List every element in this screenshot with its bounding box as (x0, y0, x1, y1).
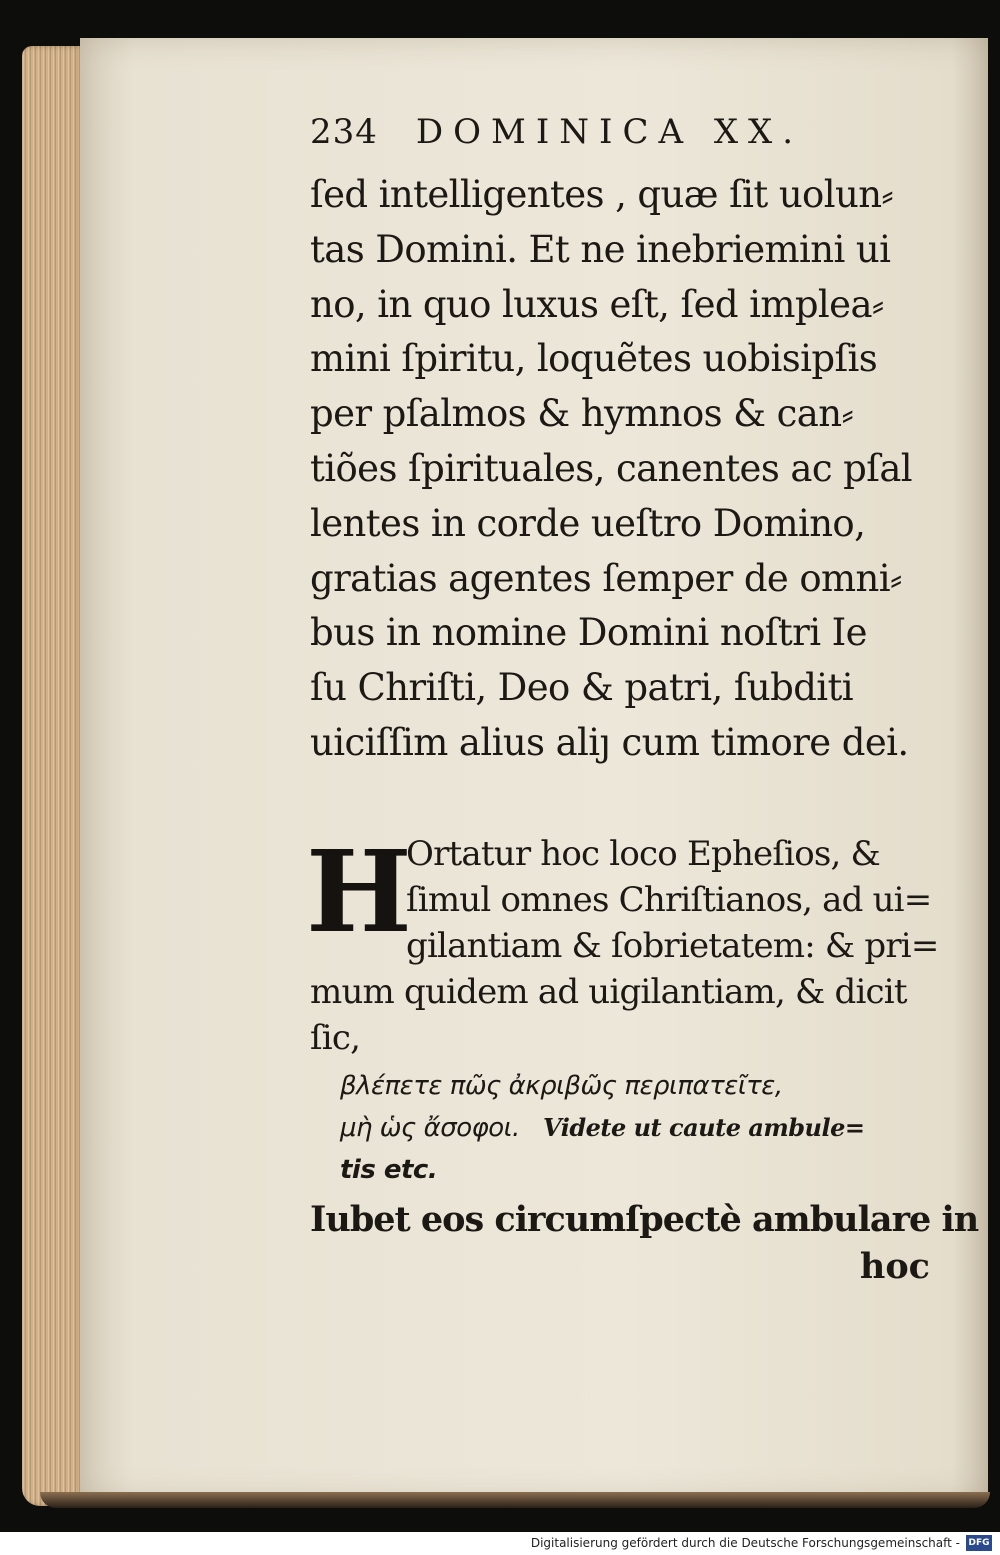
greek-phrase: μὴ ὡς ἄσοφοι. (340, 1112, 520, 1143)
scripture-line: uiciſſim alius aliȷ cum timore dei. (310, 720, 909, 764)
commentary-line: mum quidem ad uigilantiam, & dicit (310, 971, 907, 1012)
commentary-line: ſic, (310, 1017, 361, 1058)
scripture-line: per pſalmos & hymnos & can⸗ (310, 392, 854, 436)
scripture-line: lentes in corde ueſtro Domino, (310, 501, 866, 545)
scripture-line: ſu Chriſti, Deo & patri, ſubditi (310, 666, 854, 710)
scripture-line: tas Domini. Et ne inebriemini ui (310, 227, 891, 271)
greek-line (340, 1107, 940, 1149)
scripture-line: no, in quo luxus eſt, ſed implea⸗ (310, 282, 884, 326)
page-number: 234 (310, 112, 378, 152)
running-title: DOMINICA XX. (415, 112, 804, 152)
text-block (306, 112, 979, 1289)
scripture-line: mini ſpiritu, loquẽtes uobisipſis (310, 337, 878, 381)
dfg-logo: DFG (966, 1535, 992, 1551)
scripture-line: ſed intelligentes , quæ ſit uolun⸗ (310, 173, 894, 216)
catchword: hoc (859, 1245, 930, 1287)
commentary-paragraph (306, 826, 940, 1061)
closing-line: Iubet eos circumſpectè ambulare in (310, 1198, 979, 1240)
commentary-line: Ortatur hoc loco Epheſios, & (406, 833, 881, 874)
footer-bar (0, 1532, 1000, 1555)
funding-credit: Digitalisierung gefördert durch die Deutsche Forschungsgemeinschaft - (530, 1536, 960, 1550)
greek-quotation (310, 1065, 940, 1191)
greek-line: βλέπετε πῶς ἀκριβῶς περιπατεῖτε, (340, 1070, 783, 1101)
page-bottom-edge (40, 1492, 990, 1508)
scripture-line: gratias agentes ſemper de omni⸗ (310, 556, 902, 600)
latin-translation: Videte ut caute ambule= (543, 1112, 865, 1142)
scripture-passage (310, 168, 940, 771)
commentary-line: gilantiam & ſobrietatem: & pri= (406, 925, 939, 966)
drop-cap-initial: H (306, 826, 412, 958)
book-page-edges (22, 46, 84, 1506)
scripture-line: bus in nomine Domini noſtri Ie (310, 611, 867, 655)
commentary-line: ſimul omnes Chriſtianos, ad ui= (406, 879, 932, 920)
scripture-line: tiões ſpirituales, canentes ac pſal (310, 446, 913, 490)
latin-translation-end: tis etc. (340, 1154, 438, 1185)
running-head (310, 112, 940, 168)
